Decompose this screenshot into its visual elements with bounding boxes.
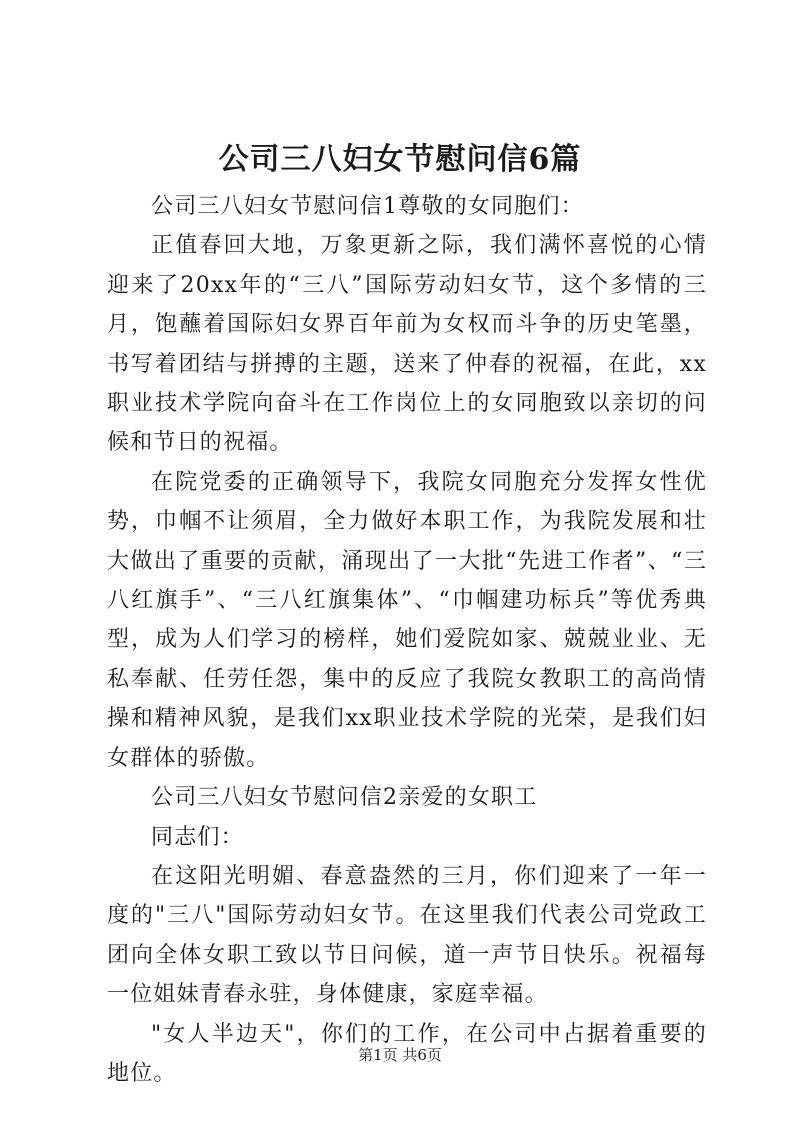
paragraph: 正值春回大地，万象更新之际，我们满怀喜悦的心情迎来了20xx年的“三八”国际劳动妇女节，这个多情的三月，饱蘸着国际妇女界百年前为女权而斗争的历史笔墨，书写着团结与拼搏的主题，送来了仲春的祝福，在此，xx职业技术学院向奋斗在工作岗位上的女同胞致以亲切的问候和节日的祝福。 — [107, 233, 707, 456]
page-title: 公司三八妇女节慰问信6篇 — [218, 142, 582, 177]
paragraph-heading-2: 公司三八妇女节慰问信2亲爱的女职工 — [151, 785, 538, 811]
paragraph: 在院党委的正确领导下，我院女同胞充分发挥女性优势，巾帼不让须眉，全力做好本职工作，为我院发展和壮大做出了重要的贡献，涌现出了一大批“先进工作者”、“三八红旗手”、“三八红旗集体”、“巾帼建功标兵”等优秀典型，成为人们学习的榜样，她们爱院如家、兢兢业业、无私奉献、任劳任怨，集中的反应了我院女教职工的高尚情操和精神风貌，是我们xx职业技术学院的光荣，是我们妇女群体的骄傲。 — [107, 469, 707, 771]
salutation: 同志们： — [151, 824, 244, 850]
paragraph: 在这阳光明媚、春意盎然的三月，你们迎来了一年一度的"三八"国际劳动妇女节。在这里我们代表公司党政工团向全体女职工致以节日问候，道一声节日快乐。祝福每一位姐妹青春永驻，身体健康，家庭幸福。 — [107, 863, 707, 1008]
paragraph-heading-1: 公司三八妇女节慰问信1尊敬的女同胞们： — [151, 194, 584, 219]
paragraph: "女人半边天"，你们的工作，在公司中占据着重要的地位。 — [107, 1021, 707, 1086]
document-body — [107, 187, 707, 1093]
page-number-footer: 第1页 共6页 — [358, 1046, 442, 1064]
